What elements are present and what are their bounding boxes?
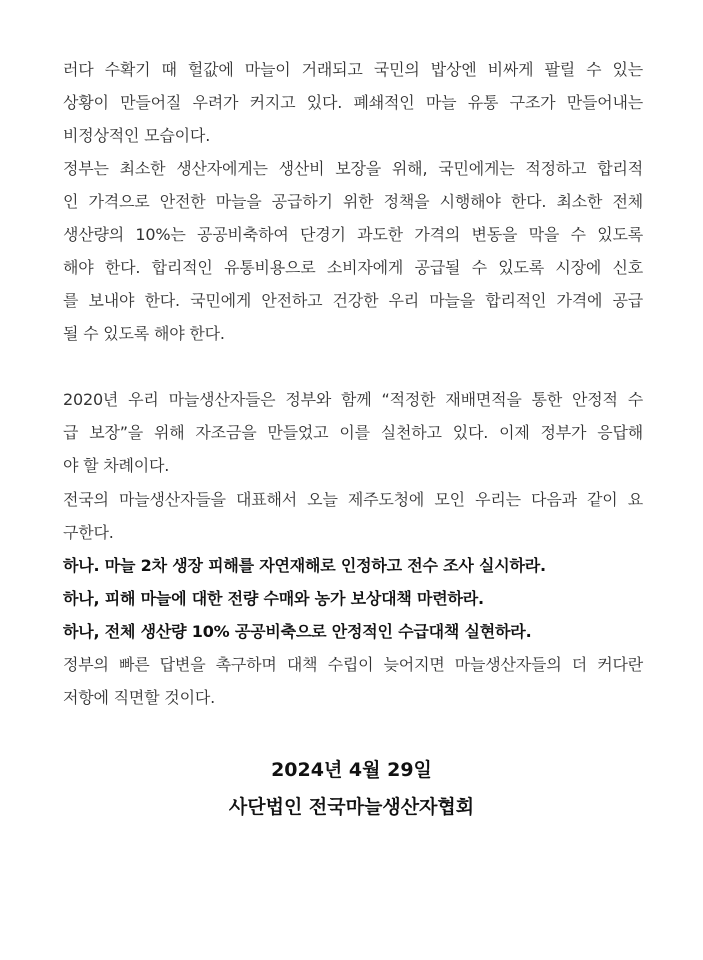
demand-1: 하나. 마늘 2차 생장 피해를 자연재해로 인정하고 전수 조사 실시하라. <box>63 556 546 575</box>
statement-date: 2024년 4월 29일 <box>271 759 432 781</box>
paragraph-1-line-1: 러다 수확기 때 헐값에 마늘이 거래되고 국민의 밥상엔 비싸게 팔릴 수 있는 <box>63 60 643 79</box>
paragraph-2-line-3: 생산량의 10%는 공공비축하여 단경기 과도한 가격의 변동을 막을 수 있도록 <box>63 225 643 244</box>
closing-line-2: 저항에 직면할 것이다. <box>63 688 215 707</box>
closing-line-1: 정부의 빠른 답변을 촉구하며 대책 수립이 늦어지면 마늘생산자들의 더 커다란 <box>63 655 643 674</box>
paragraph-4-line-1: 전국의 마늘생산자들을 대표해서 오늘 제주도청에 모인 우리는 다음과 같이 요 <box>63 490 643 509</box>
paragraph-1-line-2: 상황이 만들어질 우려가 커지고 있다. 폐쇄적인 마늘 유통 구조가 만들어내는 <box>63 93 643 112</box>
demand-2: 하나, 피해 마늘에 대한 전량 수매와 농가 보상대책 마련하라. <box>63 589 484 608</box>
paragraph-2-line-4: 해야 한다. 합리적인 유통비용으로 소비자에게 공급될 수 있도록 시장에 신호 <box>63 258 643 277</box>
paragraph-3-line-3: 야 할 차례이다. <box>63 456 170 475</box>
paragraph-3-line-1: 2020년 우리 마늘생산자들은 정부와 함께 “적정한 재배면적을 통한 안정적 수 <box>63 390 643 409</box>
paragraph-4-line-2: 구한다. <box>63 523 114 542</box>
paragraph-3-line-2: 급 보장”을 위해 자조금을 만들었고 이를 실천하고 있다. 이제 정부가 응답해 <box>63 423 643 442</box>
demand-3: 하나, 전체 생산량 10% 공공비축으로 안정적인 수급대책 실현하라. <box>63 622 532 641</box>
paragraph-2-line-6: 될 수 있도록 해야 한다. <box>63 324 225 343</box>
paragraph-2-line-2: 인 가격으로 안전한 마늘을 공급하기 위한 정책을 시행해야 한다. 최소한 전체 <box>63 192 643 211</box>
paragraph-1-line-3: 비정상적인 모습이다. <box>63 126 211 145</box>
paragraph-2-line-1: 정부는 최소한 생산자에게는 생산비 보장을 위해, 국민에게는 적정하고 합리적 <box>63 159 643 178</box>
issuing-organization: 사단법인 전국마늘생산자협회 <box>228 796 475 818</box>
paragraph-2-line-5: 를 보내야 한다. 국민에게 안전하고 건강한 우리 마늘을 합리적인 가격에 공급 <box>63 291 643 310</box>
